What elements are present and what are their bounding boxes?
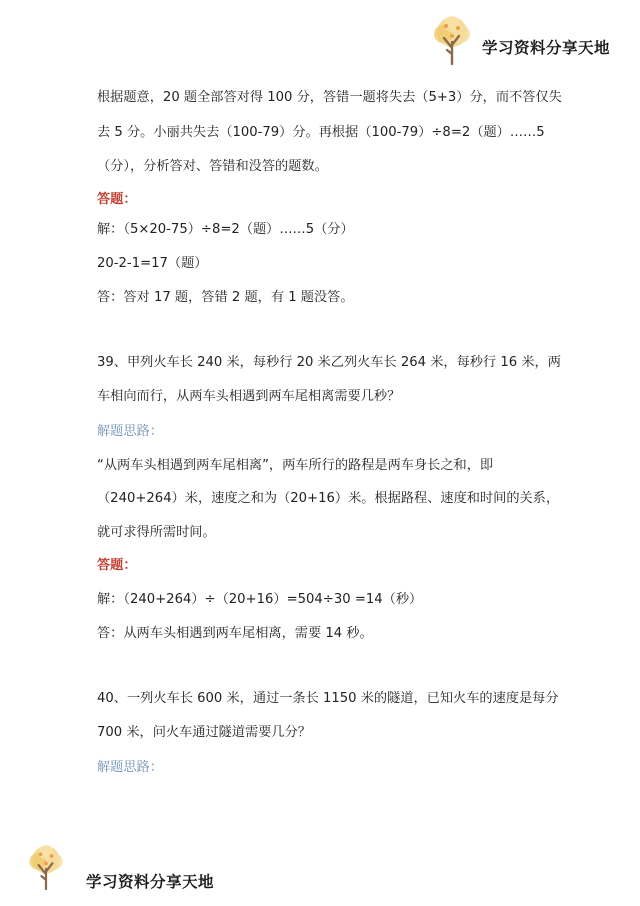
tree-icon xyxy=(428,14,476,66)
brand-name: 学习资料分享天地 xyxy=(482,39,611,57)
brand-name: 学习资料分享天地 xyxy=(86,873,215,891)
tree-icon xyxy=(24,842,68,892)
solution-line-1: 解：（5×20-75）÷8=2（题）……5（分） xyxy=(97,222,354,237)
hint-line-2: （240+264）米，速度之和为（20+16）米。根据路程、速度和时间的关系， xyxy=(97,491,560,506)
hint-heading: 解题思路： xyxy=(97,760,163,775)
question-40-line-1: 40、一列火车长 600 米，通过一条长 1150 米的隧道，已知火车的速度是每分 xyxy=(97,691,559,706)
analysis-line-1: 根据题意，20 题全部答对得 100 分，答错一题将失去（5+3）分，而不答仅失 xyxy=(97,90,562,105)
header-logo xyxy=(428,14,610,66)
footer-logo xyxy=(24,842,214,892)
question-40-line-2: 700 米，问火车通过隧道需要几分？ xyxy=(97,725,311,740)
solution-line-1: 解：（240+264）÷（20+16）=504÷30 =14（秒） xyxy=(97,592,423,607)
analysis-line-3: （分），分析答对、答错和没答的题数。 xyxy=(97,159,328,174)
solution-line-3: 答：答对 17 题，答错 2 题，有 1 题没答。 xyxy=(97,290,354,305)
hint-heading: 解题思路： xyxy=(97,424,163,439)
question-39-line-2: 车相向而行，从两车头相遇到两车尾相离需要几秒？ xyxy=(97,389,401,404)
solution-line-2: 20-2-1=17（题） xyxy=(97,256,208,271)
answer-heading: 答题： xyxy=(97,558,137,573)
answer-heading: 答题： xyxy=(97,192,137,207)
analysis-line-2: 去 5 分。小丽共失去（100-79）分。再根据（100-79）÷8=2（题）……5 xyxy=(97,125,545,140)
hint-line-3: 就可求得所需时间。 xyxy=(97,525,216,540)
question-39-line-1: 39、甲列火车长 240 米，每秒行 20 米乙列火车长 264 米，每秒行 16 米，两 xyxy=(97,355,561,370)
hint-line-1: “从两车头相遇到两车尾相离”，两车所行的路程是两车身长之和，即 xyxy=(97,458,494,473)
solution-line-2: 答：从两车头相遇到两车尾相离，需要 14 秒。 xyxy=(97,626,373,641)
